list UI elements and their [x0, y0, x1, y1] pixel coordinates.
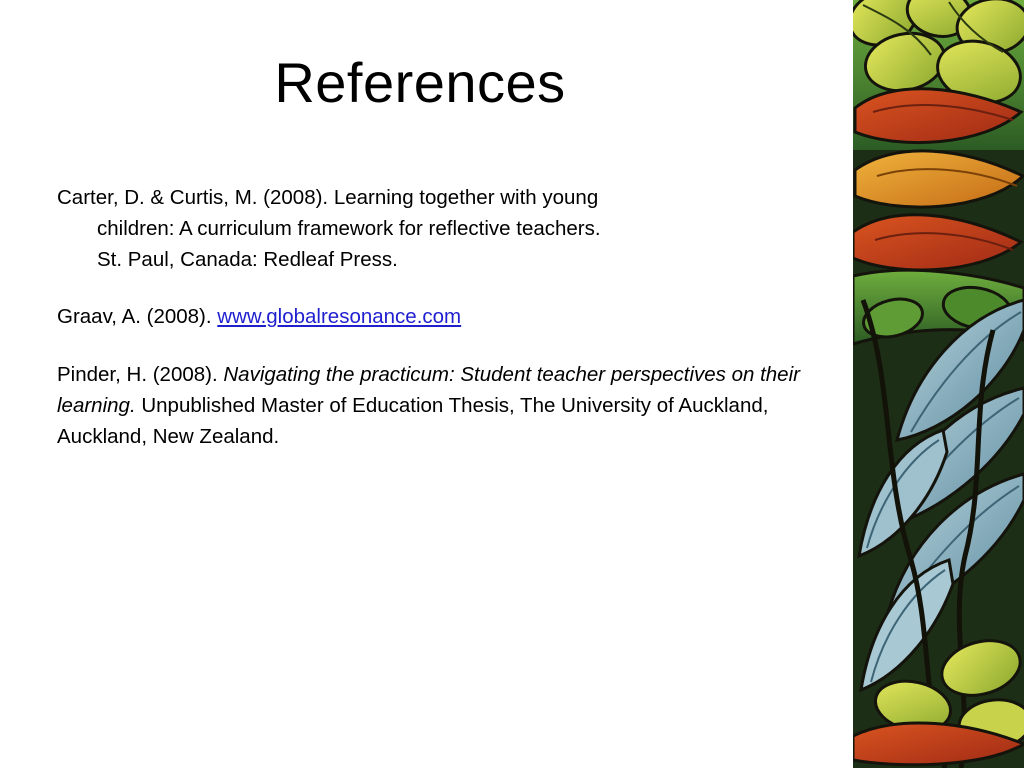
decorative-artwork-icon — [853, 0, 1024, 768]
reference-line: Carter, D. & Curtis, M. (2008). Learning together with young — [57, 186, 599, 209]
list-item — [57, 182, 847, 275]
reference-title-italic: Navigating the practicum: Student teacher perspectives on their learning. — [57, 362, 800, 417]
page-title: References — [274, 51, 566, 114]
reference-line — [57, 359, 847, 452]
botanical-leaf-illustration-strip — [853, 0, 1024, 768]
list-item — [57, 301, 847, 332]
list-item — [57, 359, 847, 452]
reference-author-year: Pinder, H. (2008). — [57, 362, 224, 386]
reference-author-year: Graav, A. (2008). — [57, 305, 218, 329]
reference-line — [57, 301, 847, 332]
reference-url-link[interactable]: www.globalresonance.com — [217, 305, 462, 329]
references-list — [57, 182, 847, 452]
reference-line: children: A curriculum framework for reflective teachers. — [97, 217, 601, 241]
reference-publication-info: Unpublished Master of Education Thesis, The University of Auckland, Auckland, New Zealand. — [57, 393, 769, 448]
reference-line: St. Paul, Canada: Redleaf Press. — [97, 248, 398, 272]
